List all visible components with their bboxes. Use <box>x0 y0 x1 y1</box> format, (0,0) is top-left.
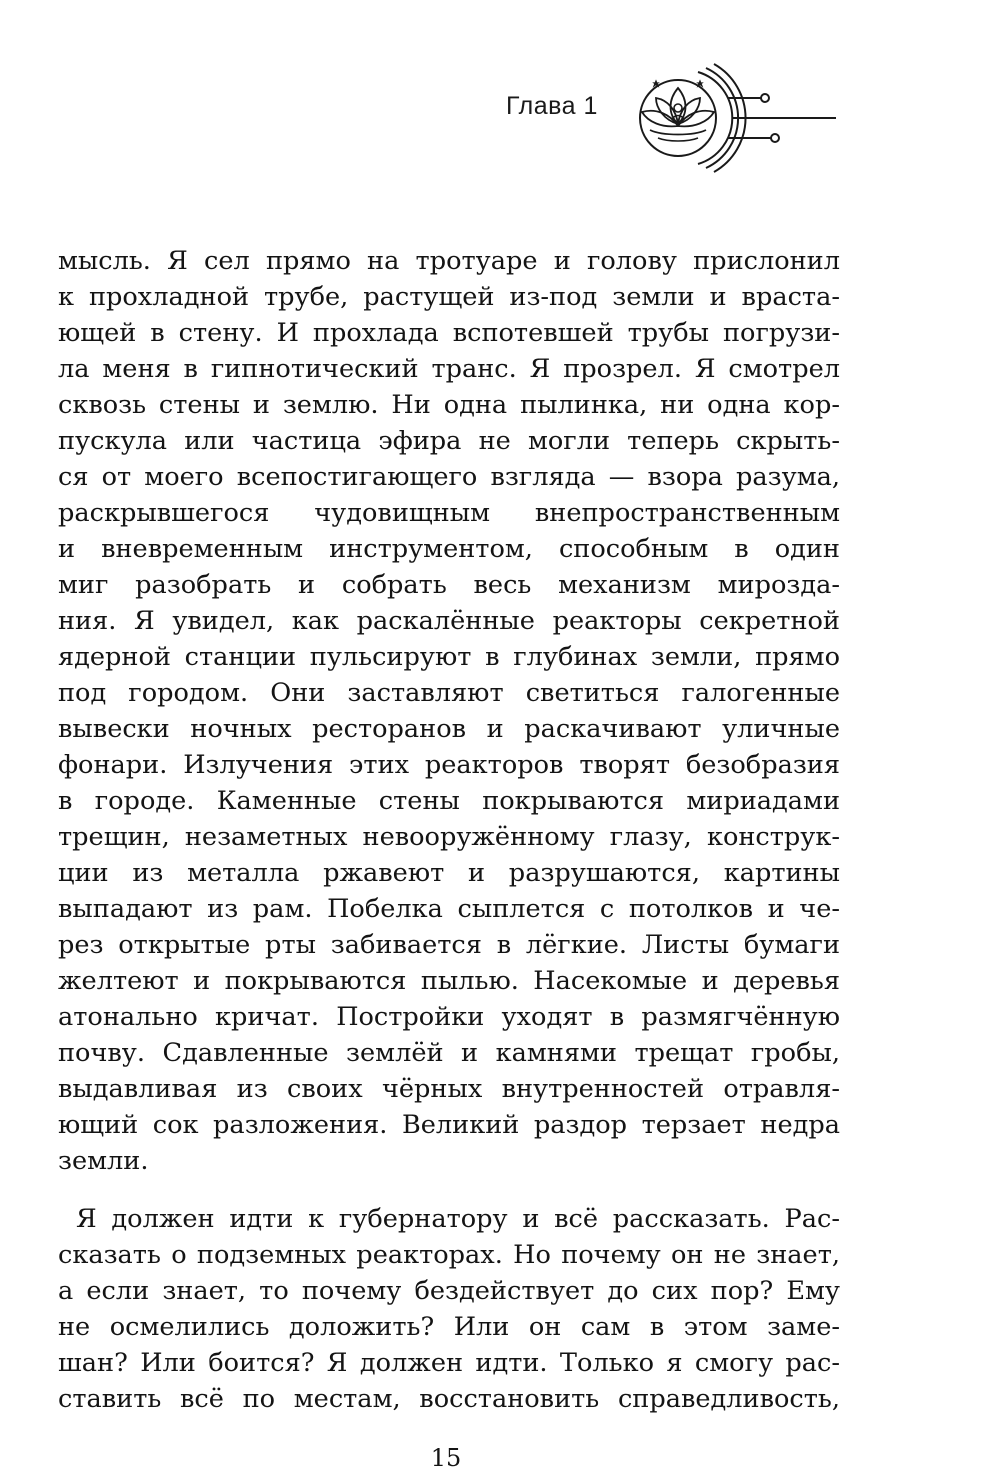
text-line: желтеют и покрываются пылью. Насекомые и деревья <box>58 966 840 996</box>
text-line: земли. <box>58 1146 149 1176</box>
text-line: под городом. Они заставляют светиться галогенные <box>58 678 840 708</box>
text-line: а если знает, то почему бездействует до сих пор? Ему <box>58 1276 840 1306</box>
text-line: атонально кричат. Постройки уходят в размягчённую <box>58 1002 840 1032</box>
text-line: ции из металла ржавеют и разрушаются, картины <box>58 858 840 888</box>
text-line: ния. Я увидел, как раскалённые реакторы секретной <box>58 606 840 636</box>
text-line: мысль. Я сел прямо на тротуаре и голову прислонил <box>58 246 840 276</box>
text-line: трещин, незаметных невооружённому глазу, конструк- <box>58 822 840 852</box>
text-line: в городе. Каменные стены покрываются мириадами <box>58 786 840 816</box>
body-text <box>58 243 840 1417</box>
text-line: ющий сок разложения. Великий раздор терзает недра <box>58 1110 840 1140</box>
text-line: сквозь стены и землю. Ни одна пылинка, ни одна кор- <box>58 390 840 420</box>
text-line: и вневременным инструментом, способным в один <box>58 534 840 564</box>
running-header <box>0 0 1000 200</box>
paragraph <box>58 1201 840 1417</box>
text-line: к прохладной трубе, растущей из-под земли и враста- <box>58 282 840 312</box>
text-line: раскрывшегося чудовищным внепространственным <box>58 498 840 528</box>
text-line: ядерной станции пульсируют в глубинах земли, прямо <box>58 642 840 672</box>
text-line: пускула или частица эфира не могли теперь скрыть- <box>58 426 840 456</box>
text-line: выдавливая из своих чёрных внутренностей отравля- <box>58 1074 840 1104</box>
text-line: ставить всё по местам, восстановить справедливость, <box>58 1384 840 1414</box>
text-line: выпадают из рам. Побелка сыплется с потолков и че- <box>58 894 840 924</box>
paragraph <box>58 243 840 1179</box>
text-line: ющей в стену. И прохлада вспотевшей трубы погрузи- <box>58 318 840 348</box>
text-line: ся от моего всепостигающего взгляда — взора разума, <box>58 462 840 492</box>
text-line: шан? Или боится? Я должен идти. Только я смогу рас- <box>58 1348 840 1378</box>
text-line: Я должен идти к губернатору и всё рассказать. Рас- <box>76 1204 840 1234</box>
text-line: не осмелились доложить? Или он сам в этом заме- <box>58 1312 840 1342</box>
text-line: вывески ночных ресторанов и раскачивают уличные <box>58 714 840 744</box>
text-line: ла меня в гипнотический транс. Я прозрел. Я смотрел <box>58 354 840 384</box>
text-line: почву. Сдавленные землёй и камнями трещат гробы, <box>58 1038 840 1068</box>
text-line: рез открытые рты забивается в лёгкие. Листы бумаги <box>58 930 840 960</box>
chapter-label: Глава 1 <box>506 92 598 120</box>
text-line: фонари. Излучения этих реакторов творят безобразия <box>58 750 840 780</box>
text-line: сказать о подземных реакторах. Но почему он не знает, <box>58 1240 840 1270</box>
lotus-circuit-emblem-icon <box>628 58 848 178</box>
text-line: миг разобрать и собрать весь механизм мирозда- <box>58 570 840 600</box>
page-number: 15 <box>430 1444 462 1472</box>
